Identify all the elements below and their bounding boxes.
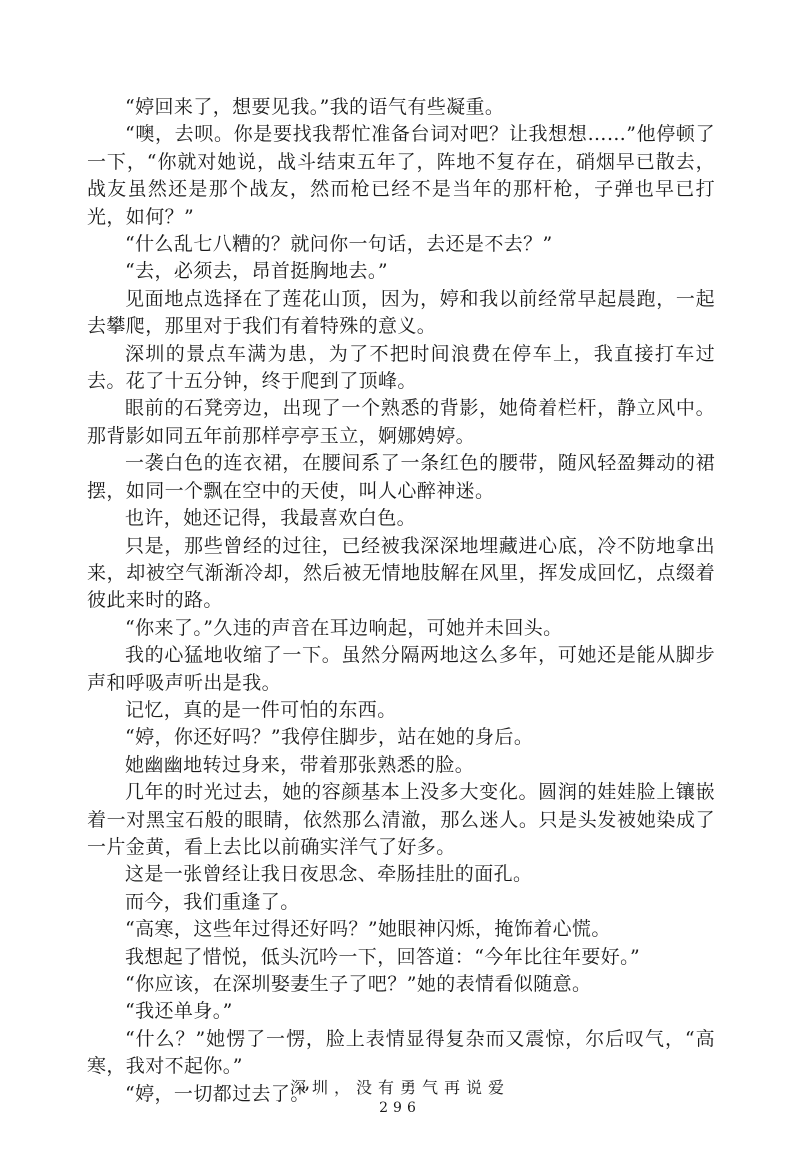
paragraph: 也许，她还记得，我最喜欢白色。: [125, 507, 417, 530]
paragraph: 我的心猛地收缩了一下。虽然分隔两地这么多年，可她还是能从脚步声和呼吸声听出是我。: [87, 644, 715, 694]
paragraph: 记忆，真的是一件可怕的东西。: [125, 698, 397, 721]
body-text: [87, 94, 715, 1108]
paragraph: 深圳的景点车满为患，为了不把时间浪费在停车上，我直接打车过去。花了十五分钟，终于爬到了顶峰。: [87, 342, 715, 393]
paragraph: “什么？”她愣了一愣，脸上表情显得复杂而又震惊，尔后叹气，“高寒，我对不起你。”: [87, 1027, 715, 1078]
running-footer-title: 深圳，没有勇气再说爱: [289, 1078, 510, 1097]
paragraph: “婷回来了，想要见我。”我的语气有些凝重。: [125, 96, 505, 118]
paragraph: 见面地点选择在了莲花山顶，因为，婷和我以前经常早起晨跑，一起去攀爬，那里对于我们有着特殊的意义。: [87, 287, 715, 338]
paragraph: “你来了。”久违的声音在耳边响起，可她并未回头。: [125, 616, 563, 639]
paragraph: “高寒，这些年过得还好吗？”她眼神闪烁，掩饰着心慌。: [125, 918, 611, 941]
page-number: 296: [379, 1100, 421, 1116]
paragraph: 几年的时光过去，她的容颜基本上没多大变化。圆润的娃娃脸上镶嵌着一对黑宝石般的眼睛，依然那么清澈，那么迷人。只是头发被她染成了一片金黄，看上去比以前确实洋气了好多。: [87, 781, 715, 858]
paragraph: “你应该，在深圳娶妻生子了吧？”她的表情看似随意。: [125, 973, 592, 995]
paragraph: 这是一张曾经让我日夜思念、牵肠挂肚的面孔。: [125, 863, 533, 886]
paragraph: “婷，一切都过去了。”: [125, 1082, 311, 1105]
paragraph: 只是，那些曾经的过往，已经被我深深地埋藏进心底，冷不防地拿出来，却被空气渐渐冷却，然后被无情地肢解在风里，挥发成回忆，点缀着彼此来时的路。: [87, 534, 715, 612]
paragraph: “婷，你还好吗？”我停住脚步，站在她的身后。: [125, 726, 534, 749]
paragraph: 她幽幽地转过身来，带着那张熟悉的脸。: [125, 753, 475, 776]
paragraph: 我想起了惜悦，低头沉吟一下，回答道：“今年比往年要好。”: [125, 945, 641, 968]
paragraph: “什么乱七八糟的？就问你一句话，去还是不去？”: [125, 233, 553, 256]
paragraph: “噢，去呗。你是要找我帮忙准备台词对吧？让我想想……”他停顿了一下，“你就对她说，战斗结束五年了，阵地不复存在，硝烟早已散去，战友虽然还是那个战友，然而枪已经不是当年的那杆枪，子弹也早已打光，如何？”: [87, 123, 715, 228]
paragraph: 而今，我们重逢了。: [125, 890, 300, 913]
paragraph: 一袭白色的连衣裙，在腰间系了一条红色的腰带，随风轻盈舞动的裙摆，如同一个飘在空中的天使，叫人心醉神迷。: [87, 452, 715, 502]
paragraph: “去，必须去，昂首挺胸地去。”: [125, 260, 388, 283]
paragraph: 眼前的石凳旁边，出现了一个熟悉的背影，她倚着栏杆，静立风中。那背影如同五年前那样亭亭玉立，婀娜娉婷。: [87, 397, 715, 447]
paragraph: “我还单身。”: [125, 1000, 233, 1023]
